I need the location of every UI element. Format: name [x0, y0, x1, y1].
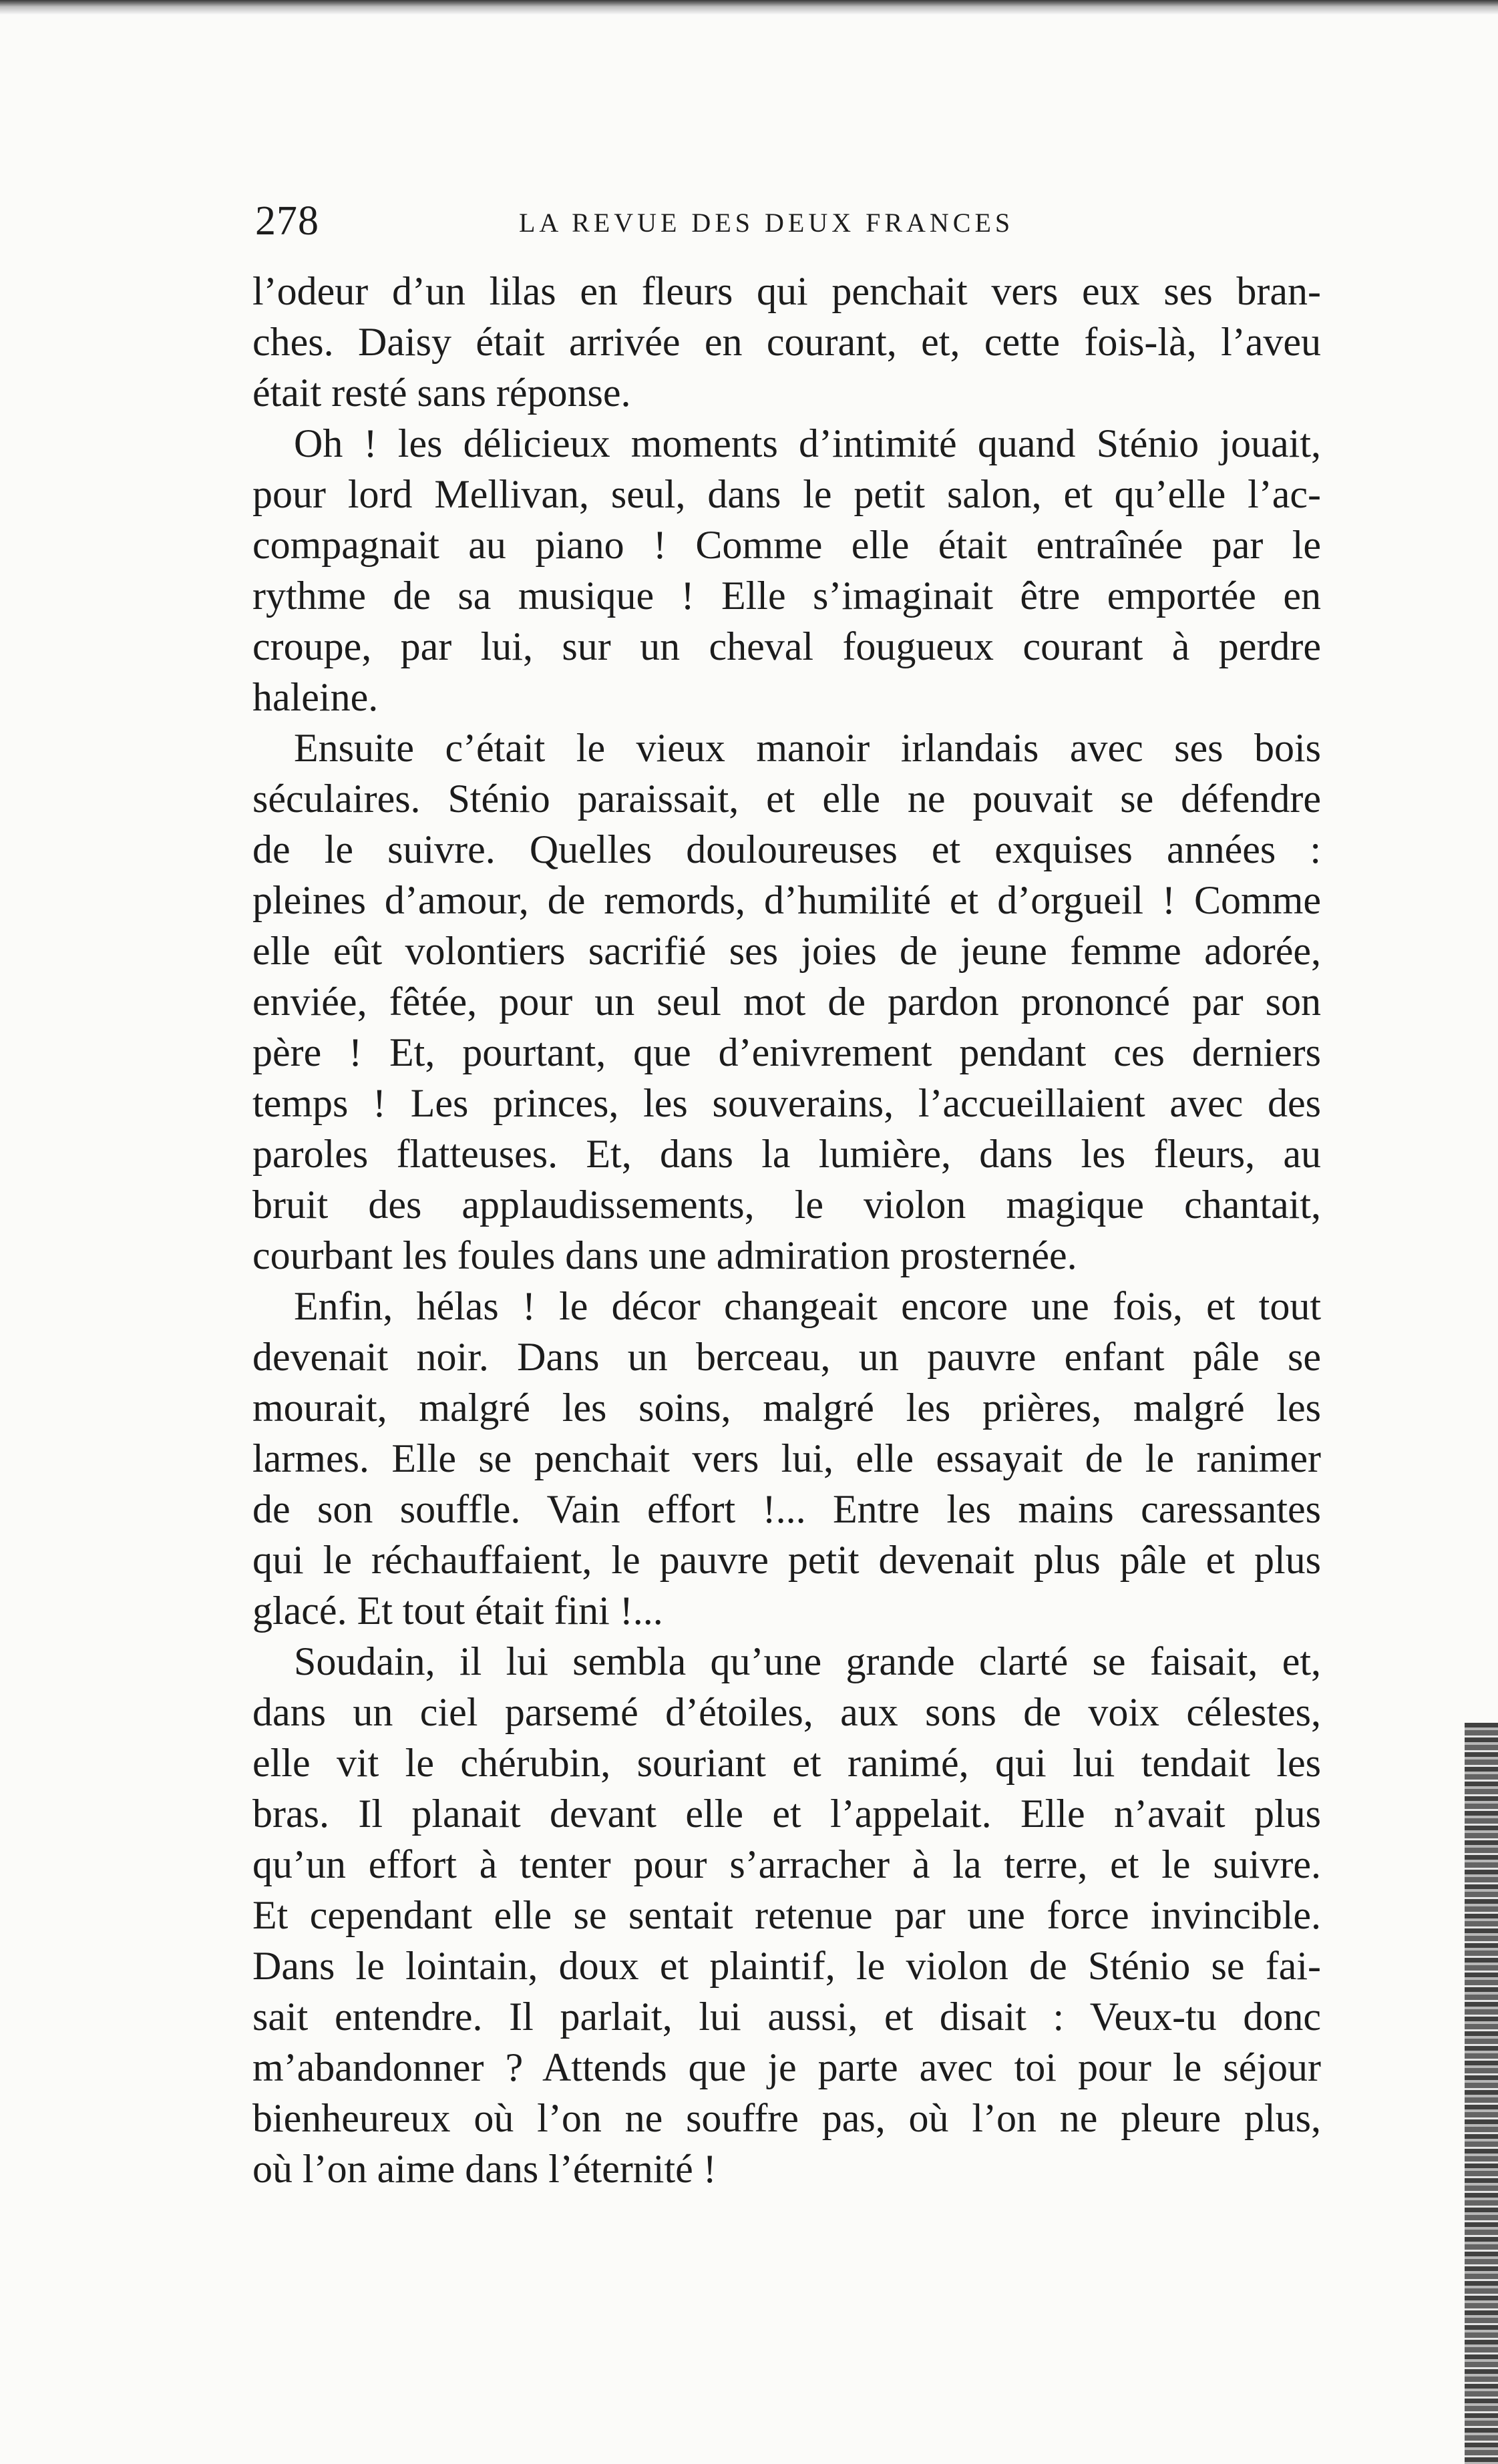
text-line: qu’un effort à tenter pour s’arracher à la terre, et le suivre.: [252, 1842, 1321, 1886]
text-line: glacé. Et tout était fini !...: [252, 1589, 663, 1633]
text-line: bruit des applaudissements, le violon magique chantait,: [252, 1183, 1321, 1227]
text-line: haleine.: [252, 675, 379, 719]
text-line: paroles flatteuses. Et, dans la lumière, dans les fleurs, au: [252, 1132, 1321, 1176]
text-line: m’abandonner ? Attends que je parte avec toi pour le séjour: [252, 2045, 1321, 2089]
text-line: bienheureux où l’on ne souffre pas, où l’on ne pleure plus,: [252, 2096, 1321, 2140]
text-line: dans un ciel parsemé d’étoiles, aux sons de voix célestes,: [252, 1690, 1321, 1734]
text-line: elle eût volontiers sacrifié ses joies de jeune femme adorée,: [252, 929, 1321, 973]
text-line: Enfin, hélas ! le décor changeait encore une fois, et tout: [294, 1284, 1321, 1328]
scan-edge-top: [0, 0, 1498, 15]
text-line: croupe, par lui, sur un cheval fougueux courant à perdre: [252, 624, 1321, 668]
text-line: Soudain, il lui sembla qu’une grande clarté se faisait, et,: [294, 1639, 1321, 1683]
text-line: mourait, malgré les soins, malgré les prières, malgré les: [252, 1386, 1321, 1430]
text-line: était resté sans réponse.: [252, 371, 631, 415]
text-line: qui le réchauffaient, le pauvre petit devenait plus pâle et plus: [252, 1538, 1321, 1582]
text-line: pour lord Mellivan, seul, dans le petit salon, et qu’elle l’ac-: [252, 472, 1321, 516]
text-line: Et cependant elle se sentait retenue par une force invincible.: [252, 1893, 1321, 1937]
text-line: larmes. Elle se penchait vers lui, elle essayait de le ranimer: [252, 1436, 1321, 1480]
text-line: bras. Il planait devant elle et l’appelait. Elle n’avait plus: [252, 1792, 1321, 1836]
text-line: devenait noir. Dans un berceau, un pauvre enfant pâle se: [252, 1335, 1321, 1379]
text-line: l’odeur d’un lilas en fleurs qui penchait vers eux ses bran-: [252, 269, 1321, 313]
text-line: de le suivre. Quelles douloureuses et exquises années :: [252, 827, 1321, 871]
text-line: rythme de sa musique ! Elle s’imaginait être emportée en: [252, 574, 1321, 618]
text-line: où l’on aime dans l’éternité !: [252, 2147, 717, 2191]
text-line: compagnait au piano ! Comme elle était entraînée par le: [252, 523, 1321, 567]
page-number: 278: [255, 198, 319, 244]
text-line: sait entendre. Il parlait, lui aussi, et disait : Veux-tu donc: [252, 1995, 1321, 2039]
body-text: [252, 266, 1321, 2194]
text-line: Ensuite c’était le vieux manoir irlandais avec ses bois: [294, 726, 1321, 770]
text-line: séculaires. Sténio paraissait, et elle ne pouvait se défendre: [252, 777, 1321, 821]
text-line: Dans le lointain, doux et plaintif, le violon de Sténio se fai-: [252, 1944, 1321, 1988]
text-line: ches. Daisy était arrivée en courant, et, cette fois-là, l’aveu: [252, 320, 1321, 364]
text-line: Oh ! les délicieux moments d’intimité quand Sténio jouait,: [294, 421, 1321, 465]
text-line: de son souffle. Vain effort !... Entre les mains caressantes: [252, 1487, 1321, 1531]
journal-title: LA REVUE DES DEUX FRANCES: [519, 208, 1014, 238]
text-line: père ! Et, pourtant, que d’enivrement pendant ces derniers: [252, 1030, 1321, 1074]
scan-edge-right: [1465, 1723, 1498, 2464]
text-line: enviée, fêtée, pour un seul mot de pardon prononcé par son: [252, 980, 1321, 1024]
text-line: elle vit le chérubin, souriant et ranimé, qui lui tendait les: [252, 1741, 1321, 1785]
running-head: [255, 198, 1083, 244]
text-line: courbant les foules dans une admiration prosternée.: [252, 1233, 1077, 1277]
text-line: pleines d’amour, de remords, d’humilité et d’orgueil ! Comme: [252, 878, 1321, 922]
text-line: temps ! Les princes, les souverains, l’accueillaient avec des: [252, 1081, 1321, 1125]
